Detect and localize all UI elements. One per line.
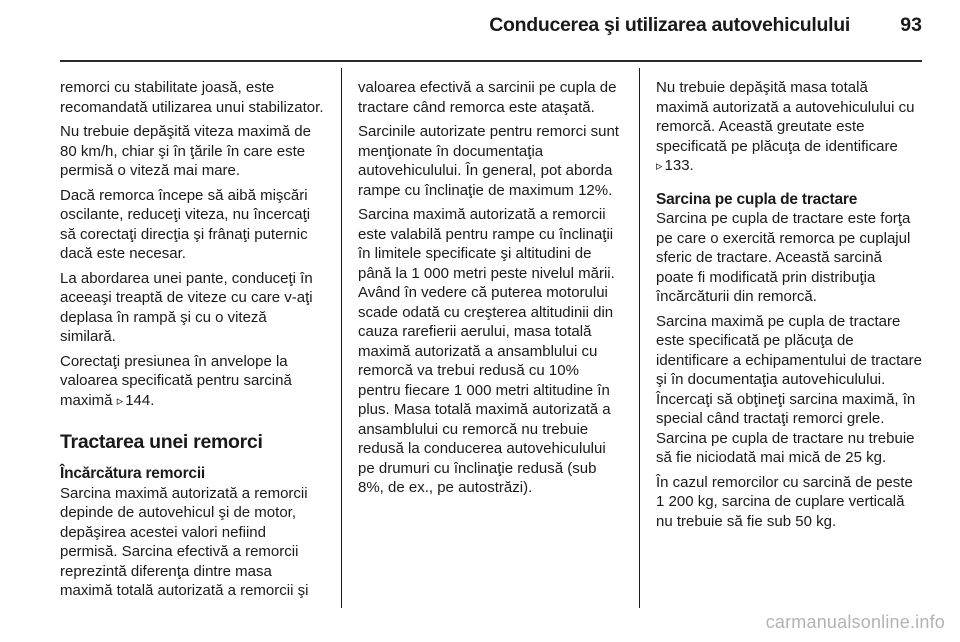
paragraph: Sarcina maximă pe cupla de tractare este specificată pe plăcuţa de identificare a echipamentului de tractare şi în documentaţia autovehiculului. Încercaţi să obţineţi sarcina maximă, în special când tractaţi remorci grele. Sarcina pe cupla de tractare nu trebuie să fie niciodată mai mică de 25 kg. (656, 312, 922, 466)
paragraph: Sarcina maximă autorizată a remorcii este valabilă pentru rampe cu înclinaţii în limitele specificate şi altitudini de până la 1 000 metri peste nivelul mării. Având în vedere că puterea motorului scade odată cu creşterea altitudinii din cauza rarefierii aerului, masa totală maximă autorizată a ansamblului cu remorcă va trebui redusă cu 10% pentru fiecare 1 000 metri altitudine în plus. Masa totală maximă autorizată a ansamblului cu remorcă nu trebuie redusă la conducerea autovehiculului pe drumuri cu înclinaţie redusă (sub 8%, de ex., pe autostrăzi). (358, 206, 615, 496)
paragraph: remorci cu stabilitate joasă, este recomandată utilizarea unui stabilizator. (60, 79, 324, 116)
arrow-ref-icon[interactable]: ▹ (656, 158, 663, 173)
subsection-heading: Încărcătura remorcii (60, 465, 206, 482)
column-3 (656, 78, 922, 536)
paragraph: valoarea efectivă a sarcinii pe cupla de tractare când remorca este ataşată. (358, 79, 617, 116)
paragraph-text: Nu trebuie depăşită masa totală maximă autorizată a autovehiculului cu remorcă. Această greutate este specificată pe plăcuţa de identificare (656, 79, 915, 155)
column-2 (358, 78, 624, 503)
paragraph-with-reference (656, 78, 922, 176)
subsection-heading: Sarcina pe cupla de tractare (656, 190, 858, 208)
paragraph: Dacă remorca începe să aibă mişcări oscilante, reduceţi viteza, nu încercaţi să corectaţi direcţia şi frânaţi puternic dacă este necesar. (60, 186, 311, 262)
paragraph-with-reference (60, 352, 326, 411)
column-divider-2 (639, 68, 640, 608)
header-rule (60, 60, 922, 62)
section-heading: Tractarea unei remorci (60, 431, 263, 453)
paragraph: Sarcina pe cupla de tractare este forţa pe care o exercită remorca pe cuplajul sferic de tractare. Această sarcină poate fi modificată prin distribuţia încărcăturii din remorcă. (656, 210, 911, 305)
paragraph: Nu trebuie depăşită viteza maximă de 80 km/h, chiar şi în ţările în care este permisă o viteză mai mare. (60, 123, 311, 179)
paragraph: În cazul remorcilor cu sarcină de peste 1 200 kg, sarcina de cuplare verticală nu trebuie să fie sub 50 kg. (656, 473, 913, 530)
column-1 (60, 78, 326, 606)
page-reference[interactable]: 133. (664, 157, 694, 174)
paragraph: La abordarea unei pante, conduceţi în aceeaşi treaptă de viteze cu care v-aţi deplasa în rampă şi cu o viteză similară. (60, 269, 313, 345)
paragraph-text: Corectaţi presiunea în anvelope la valoarea specificată pentru sarcină maximă (60, 352, 292, 409)
paragraph: Sarcina maximă autorizată a remorcii depinde de autovehicul şi de motor, depăşirea acestei valori nefiind permisă. Sarcina efectivă a remorcii reprezintă diferenţa dintre masa maximă totală autorizată a remorcii şi (60, 484, 309, 599)
page-header-title: Conducerea şi utilizarea autovehiculului (489, 14, 850, 36)
paragraph: Sarcinile autorizate pentru remorci sunt menţionate în documentaţia autovehiculului. În general, pot aborda rampe cu înclinaţie de maximum 12%. (358, 123, 619, 199)
column-divider-1 (341, 68, 342, 608)
page-reference[interactable]: 144. (125, 391, 155, 409)
page-number: 93 (900, 14, 922, 36)
watermark: carmanualsonline.info (765, 612, 945, 632)
arrow-ref-icon[interactable]: ▹ (116, 392, 124, 408)
